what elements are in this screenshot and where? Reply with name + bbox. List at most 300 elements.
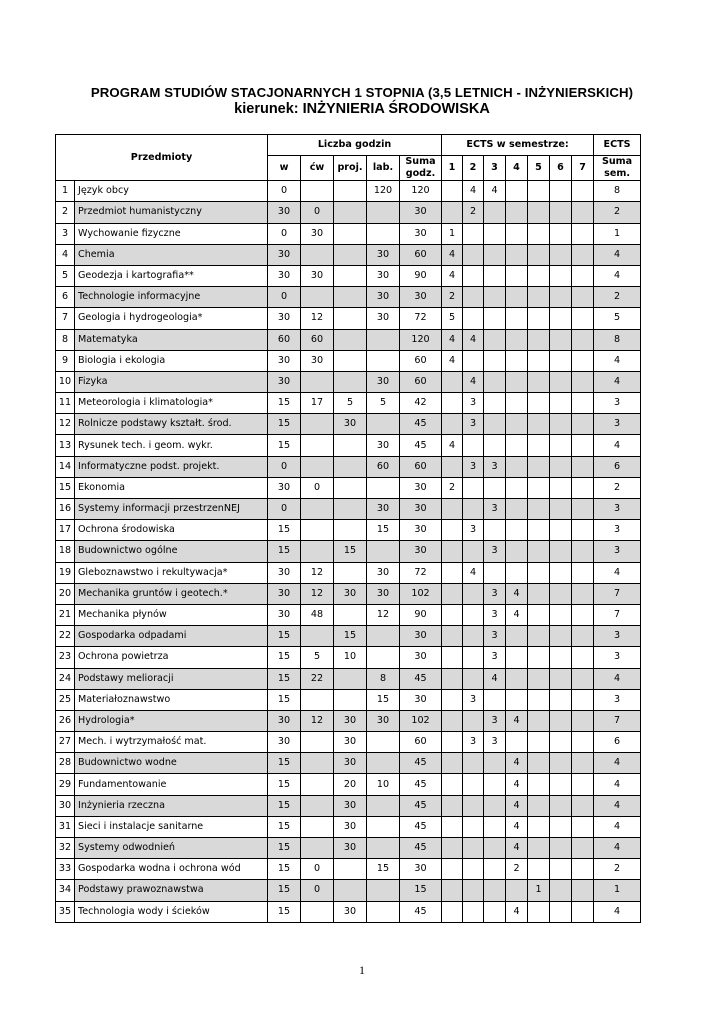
- lecture-hours: 15: [268, 541, 301, 562]
- semester-ects: [528, 499, 550, 520]
- exercise-hours: 12: [301, 308, 334, 329]
- sum-hours: 102: [400, 583, 442, 604]
- row-number: 16: [56, 499, 75, 520]
- exercise-hours: [301, 901, 334, 922]
- lecture-hours: 30: [268, 604, 301, 625]
- semester-ects: [528, 668, 550, 689]
- semester-ects: [550, 435, 572, 456]
- semester-ects: [484, 329, 506, 350]
- subject-name: Systemy informacji przestrzenNEJ: [75, 499, 268, 520]
- semester-ects: 3: [484, 541, 506, 562]
- semester-ects: [550, 329, 572, 350]
- semester-ects: [550, 393, 572, 414]
- semester-ects: [463, 901, 484, 922]
- total-ects: 4: [594, 371, 641, 392]
- subject-name: Mech. i wytrzymałość mat.: [75, 732, 268, 753]
- semester-ects: [484, 774, 506, 795]
- semester-ects: [484, 308, 506, 329]
- subject-name: Mechanika płynów: [75, 604, 268, 625]
- sum-hours: 30: [400, 541, 442, 562]
- sum-hours: 30: [400, 223, 442, 244]
- semester-ects: [506, 626, 528, 647]
- sum-hours: 90: [400, 265, 442, 286]
- sum-hours: 60: [400, 732, 442, 753]
- lab-hours: 30: [367, 308, 400, 329]
- semester-ects: 1: [442, 223, 463, 244]
- lecture-hours: 30: [268, 350, 301, 371]
- semester-ects: [572, 477, 594, 498]
- semester-ects: [484, 816, 506, 837]
- semester-ects: [442, 181, 463, 202]
- subject-name: Ochrona powietrza: [75, 647, 268, 668]
- lab-hours: [367, 350, 400, 371]
- lecture-hours: 15: [268, 393, 301, 414]
- sum-hours: 30: [400, 287, 442, 308]
- semester-ects: [528, 520, 550, 541]
- subject-name: Systemy odwodnień: [75, 838, 268, 859]
- semester-ects: [572, 223, 594, 244]
- study-program-table: [55, 134, 641, 923]
- semester-ects: [506, 647, 528, 668]
- subject-name: Ekonomia: [75, 477, 268, 498]
- semester-ects: [550, 583, 572, 604]
- project-hours: [334, 244, 367, 265]
- lecture-hours: 30: [268, 477, 301, 498]
- sum-hours: 45: [400, 668, 442, 689]
- table-row: [56, 329, 641, 350]
- semester-ects: [442, 393, 463, 414]
- total-ects: 6: [594, 456, 641, 477]
- row-number: 8: [56, 329, 75, 350]
- sum-hours: 30: [400, 647, 442, 668]
- ects-semester-group-header: ECTS w semestrze:: [442, 135, 594, 156]
- lab-hours: 15: [367, 859, 400, 880]
- project-hours: [334, 181, 367, 202]
- semester-ects: [528, 287, 550, 308]
- semester-ects: 3: [463, 520, 484, 541]
- project-hours: [334, 880, 367, 901]
- table-row: [56, 647, 641, 668]
- semester-ects: 4: [506, 710, 528, 731]
- semester-ects: [528, 435, 550, 456]
- document-subtitle: kierunek: INŻYNIERIA ŚRODOWISKA: [234, 101, 490, 117]
- semester-ects: [463, 244, 484, 265]
- semester-ects: [550, 838, 572, 859]
- semester-ects: [572, 181, 594, 202]
- semester-ects: [463, 435, 484, 456]
- semester-ects: [572, 308, 594, 329]
- table-row: [56, 499, 641, 520]
- semester-ects: [484, 689, 506, 710]
- project-hours: [334, 435, 367, 456]
- lab-hours: 10: [367, 774, 400, 795]
- sum-hours: 30: [400, 520, 442, 541]
- semester-ects: [550, 901, 572, 922]
- lab-hours: 30: [367, 562, 400, 583]
- semester-ects: [528, 456, 550, 477]
- row-number: 29: [56, 774, 75, 795]
- sum-hours: 42: [400, 393, 442, 414]
- total-ects: 4: [594, 668, 641, 689]
- semester-ects: [463, 795, 484, 816]
- semester-ects: [572, 626, 594, 647]
- semester-ects: [506, 499, 528, 520]
- semester-ects: [484, 265, 506, 286]
- lab-hours: 30: [367, 371, 400, 392]
- semester-ects: [550, 732, 572, 753]
- subject-name: Biologia i ekologia: [75, 350, 268, 371]
- semester-ects: [484, 414, 506, 435]
- table-row: [56, 435, 641, 456]
- total-ects: 4: [594, 244, 641, 265]
- semester-ects: 4: [442, 329, 463, 350]
- exercise-hours: [301, 774, 334, 795]
- semester-ects: [506, 329, 528, 350]
- total-ects: 5: [594, 308, 641, 329]
- semester-ects: [528, 583, 550, 604]
- row-number: 2: [56, 202, 75, 223]
- semester-ects: [463, 838, 484, 859]
- lecture-hours: 15: [268, 774, 301, 795]
- project-hours: [334, 859, 367, 880]
- semester-ects: [506, 541, 528, 562]
- row-number: 17: [56, 520, 75, 541]
- semester-ects: [550, 520, 572, 541]
- subject-name: Geodezja i kartografia**: [75, 265, 268, 286]
- row-number: 11: [56, 393, 75, 414]
- subject-name: Przedmiot humanistyczny: [75, 202, 268, 223]
- semester-ects: [528, 604, 550, 625]
- semester-ects: [442, 520, 463, 541]
- total-ects: 4: [594, 816, 641, 837]
- semester-ects: [528, 689, 550, 710]
- semester-ects: [463, 647, 484, 668]
- semester-ects: [463, 477, 484, 498]
- subject-name: Informatyczne podst. projekt.: [75, 456, 268, 477]
- table-row: [56, 244, 641, 265]
- sum-hours: 45: [400, 435, 442, 456]
- total-ects: 4: [594, 350, 641, 371]
- table-row: [56, 265, 641, 286]
- total-ects: 6: [594, 732, 641, 753]
- exercise-hours: [301, 795, 334, 816]
- semester-ects: [550, 753, 572, 774]
- semester-ects: [550, 604, 572, 625]
- semester-ects: 4: [484, 668, 506, 689]
- sum-hours: 60: [400, 371, 442, 392]
- semester-ects: [528, 308, 550, 329]
- semester-ects: 4: [506, 604, 528, 625]
- lecture-hours: 30: [268, 244, 301, 265]
- semester-ects: [572, 265, 594, 286]
- sum-hours: 45: [400, 795, 442, 816]
- semester-ects: [506, 308, 528, 329]
- semester-ects: [442, 710, 463, 731]
- semester-ects: 3: [463, 414, 484, 435]
- sum-hours: 45: [400, 838, 442, 859]
- semester-ects: [484, 562, 506, 583]
- semester-ects: [528, 329, 550, 350]
- semester-ects: [484, 202, 506, 223]
- semester-ects: [506, 562, 528, 583]
- exercise-hours: [301, 838, 334, 859]
- semester-ects: 4: [506, 795, 528, 816]
- semester-ects: 3: [463, 689, 484, 710]
- semester-ects: [463, 816, 484, 837]
- lecture-hours: 30: [268, 265, 301, 286]
- table-row: [56, 350, 641, 371]
- row-number: 25: [56, 689, 75, 710]
- semester-ects: [506, 689, 528, 710]
- semester-header: 6: [550, 156, 572, 181]
- exercise-hours: 0: [301, 880, 334, 901]
- row-number: 18: [56, 541, 75, 562]
- lecture-hours: 15: [268, 520, 301, 541]
- project-hours: [334, 371, 367, 392]
- row-number: 26: [56, 710, 75, 731]
- semester-ects: [528, 350, 550, 371]
- subject-name: Fizyka: [75, 371, 268, 392]
- sum-hours: 60: [400, 456, 442, 477]
- sum-hours: 45: [400, 414, 442, 435]
- semester-ects: [528, 414, 550, 435]
- subject-name: Matematyka: [75, 329, 268, 350]
- exercise-hours: 22: [301, 668, 334, 689]
- lecture-hours: 30: [268, 371, 301, 392]
- semester-ects: [442, 647, 463, 668]
- semester-ects: [442, 732, 463, 753]
- semester-ects: 4: [463, 371, 484, 392]
- semester-ects: [572, 795, 594, 816]
- semester-ects: [572, 414, 594, 435]
- lecture-hours: 0: [268, 287, 301, 308]
- semester-header: 5: [528, 156, 550, 181]
- semester-ects: [442, 604, 463, 625]
- exercise-hours: [301, 287, 334, 308]
- semester-ects: [506, 371, 528, 392]
- lab-hours: 30: [367, 710, 400, 731]
- table-row: [56, 477, 641, 498]
- semester-ects: [572, 753, 594, 774]
- table-row: [56, 774, 641, 795]
- lecture-hours: 30: [268, 562, 301, 583]
- semester-ects: [550, 647, 572, 668]
- table-row: [56, 838, 641, 859]
- semester-ects: [550, 668, 572, 689]
- subject-name: Technologia wody i ścieków: [75, 901, 268, 922]
- exercise-hours: 5: [301, 647, 334, 668]
- total-ects: 2: [594, 859, 641, 880]
- semester-ects: [572, 901, 594, 922]
- semester-ects: 4: [484, 181, 506, 202]
- project-hours: [334, 456, 367, 477]
- lab-hours: [367, 477, 400, 498]
- lecture-hours: 15: [268, 795, 301, 816]
- semester-ects: 3: [463, 732, 484, 753]
- sum-hours: 45: [400, 816, 442, 837]
- lab-hours: [367, 202, 400, 223]
- semester-ects: [463, 626, 484, 647]
- exercise-hours: [301, 816, 334, 837]
- semester-ects: [506, 181, 528, 202]
- semester-ects: [463, 499, 484, 520]
- semester-ects: [484, 901, 506, 922]
- semester-ects: [528, 477, 550, 498]
- exercise-hours: 0: [301, 477, 334, 498]
- row-number: 6: [56, 287, 75, 308]
- semester-ects: [484, 393, 506, 414]
- semester-ects: [550, 308, 572, 329]
- lab-hours: [367, 732, 400, 753]
- lab-hours: [367, 901, 400, 922]
- semester-ects: [572, 668, 594, 689]
- row-number: 35: [56, 901, 75, 922]
- semester-ects: 3: [484, 647, 506, 668]
- semester-ects: [572, 499, 594, 520]
- semester-ects: [550, 710, 572, 731]
- exercise-header: ćw: [301, 156, 334, 181]
- semester-ects: 3: [463, 456, 484, 477]
- semester-ects: [484, 753, 506, 774]
- semester-ects: [442, 583, 463, 604]
- lecture-hours: 15: [268, 435, 301, 456]
- hours-group-header: Liczba godzin: [268, 135, 442, 156]
- semester-ects: [506, 668, 528, 689]
- semester-ects: [484, 244, 506, 265]
- semester-ects: [484, 520, 506, 541]
- row-number: 21: [56, 604, 75, 625]
- subject-name: Wychowanie fizyczne: [75, 223, 268, 244]
- semester-ects: [506, 202, 528, 223]
- sum-hours: 45: [400, 774, 442, 795]
- exercise-hours: 30: [301, 223, 334, 244]
- lecture-hours: 0: [268, 499, 301, 520]
- semester-ects: [506, 456, 528, 477]
- semester-ects: [572, 774, 594, 795]
- subject-name: Materiałoznawstwo: [75, 689, 268, 710]
- semester-ects: 4: [506, 838, 528, 859]
- subject-name: Budownictwo wodne: [75, 753, 268, 774]
- lab-hours: [367, 223, 400, 244]
- sum-hours: 45: [400, 901, 442, 922]
- total-ects: 4: [594, 753, 641, 774]
- table-row: [56, 223, 641, 244]
- lecture-hours: 15: [268, 668, 301, 689]
- project-hours: 5: [334, 393, 367, 414]
- exercise-hours: 0: [301, 202, 334, 223]
- semester-header: 4: [506, 156, 528, 181]
- subject-name: Rysunek tech. i geom. wykr.: [75, 435, 268, 456]
- exercise-hours: [301, 414, 334, 435]
- sum-hours: 120: [400, 181, 442, 202]
- table-row: [56, 371, 641, 392]
- semester-ects: [572, 287, 594, 308]
- semester-ects: [442, 816, 463, 837]
- exercise-hours: 12: [301, 710, 334, 731]
- semester-ects: [484, 859, 506, 880]
- semester-ects: [528, 244, 550, 265]
- project-hours: 15: [334, 541, 367, 562]
- subject-name: Podstawy melioracji: [75, 668, 268, 689]
- total-ects: 2: [594, 202, 641, 223]
- lecture-hours: 0: [268, 181, 301, 202]
- semester-ects: [550, 689, 572, 710]
- lecture-hours: 0: [268, 456, 301, 477]
- total-ects: 2: [594, 287, 641, 308]
- exercise-hours: 60: [301, 329, 334, 350]
- total-ects: 4: [594, 265, 641, 286]
- subject-name: Technologie informacyjne: [75, 287, 268, 308]
- lab-hours: [367, 795, 400, 816]
- semester-ects: [572, 562, 594, 583]
- semester-ects: [506, 393, 528, 414]
- row-number: 28: [56, 753, 75, 774]
- exercise-hours: [301, 753, 334, 774]
- total-ects: 4: [594, 774, 641, 795]
- project-hours: 30: [334, 414, 367, 435]
- total-ects: 7: [594, 604, 641, 625]
- semester-ects: 4: [463, 181, 484, 202]
- semester-ects: [550, 859, 572, 880]
- lab-hours: [367, 626, 400, 647]
- semester-ects: [442, 626, 463, 647]
- semester-ects: [550, 223, 572, 244]
- total-ects: 2: [594, 477, 641, 498]
- subject-name: Meteorologia i klimatologia*: [75, 393, 268, 414]
- subject-name: Sieci i instalacje sanitarne: [75, 816, 268, 837]
- semester-ects: [572, 371, 594, 392]
- semester-ects: [442, 414, 463, 435]
- lab-hours: 8: [367, 668, 400, 689]
- semester-ects: 3: [484, 732, 506, 753]
- semester-ects: [550, 244, 572, 265]
- semester-ects: [572, 732, 594, 753]
- semester-ects: 2: [442, 287, 463, 308]
- total-ects: 4: [594, 562, 641, 583]
- lab-hours: 30: [367, 244, 400, 265]
- semester-ects: [528, 795, 550, 816]
- lecture-hours: 15: [268, 901, 301, 922]
- project-hours: [334, 520, 367, 541]
- semester-ects: [572, 583, 594, 604]
- sum-hours: 72: [400, 308, 442, 329]
- subject-name: Gospodarka wodna i ochrona wód: [75, 859, 268, 880]
- exercise-hours: [301, 499, 334, 520]
- semester-ects: [550, 562, 572, 583]
- lab-hours: 30: [367, 583, 400, 604]
- table-row: [56, 604, 641, 625]
- lecture-hours: 60: [268, 329, 301, 350]
- total-ects: 1: [594, 223, 641, 244]
- sum-hours: 72: [400, 562, 442, 583]
- lecture-hours: 30: [268, 710, 301, 731]
- subject-name: Język obcy: [75, 181, 268, 202]
- exercise-hours: [301, 456, 334, 477]
- exercise-hours: [301, 371, 334, 392]
- row-number: 23: [56, 647, 75, 668]
- table-row: [56, 541, 641, 562]
- lecture-hours: 15: [268, 753, 301, 774]
- semester-ects: 4: [506, 816, 528, 837]
- semester-ects: [506, 244, 528, 265]
- exercise-hours: [301, 244, 334, 265]
- project-hours: 10: [334, 647, 367, 668]
- semester-ects: [528, 647, 550, 668]
- subjects-header: Przedmioty: [56, 135, 268, 181]
- document-title: PROGRAM STUDIÓW STACJONARNYCH 1 STOPNIA (3,5 LETNICH - INŻYNIERSKICH): [90, 85, 634, 100]
- semester-ects: [506, 265, 528, 286]
- total-ects: 4: [594, 838, 641, 859]
